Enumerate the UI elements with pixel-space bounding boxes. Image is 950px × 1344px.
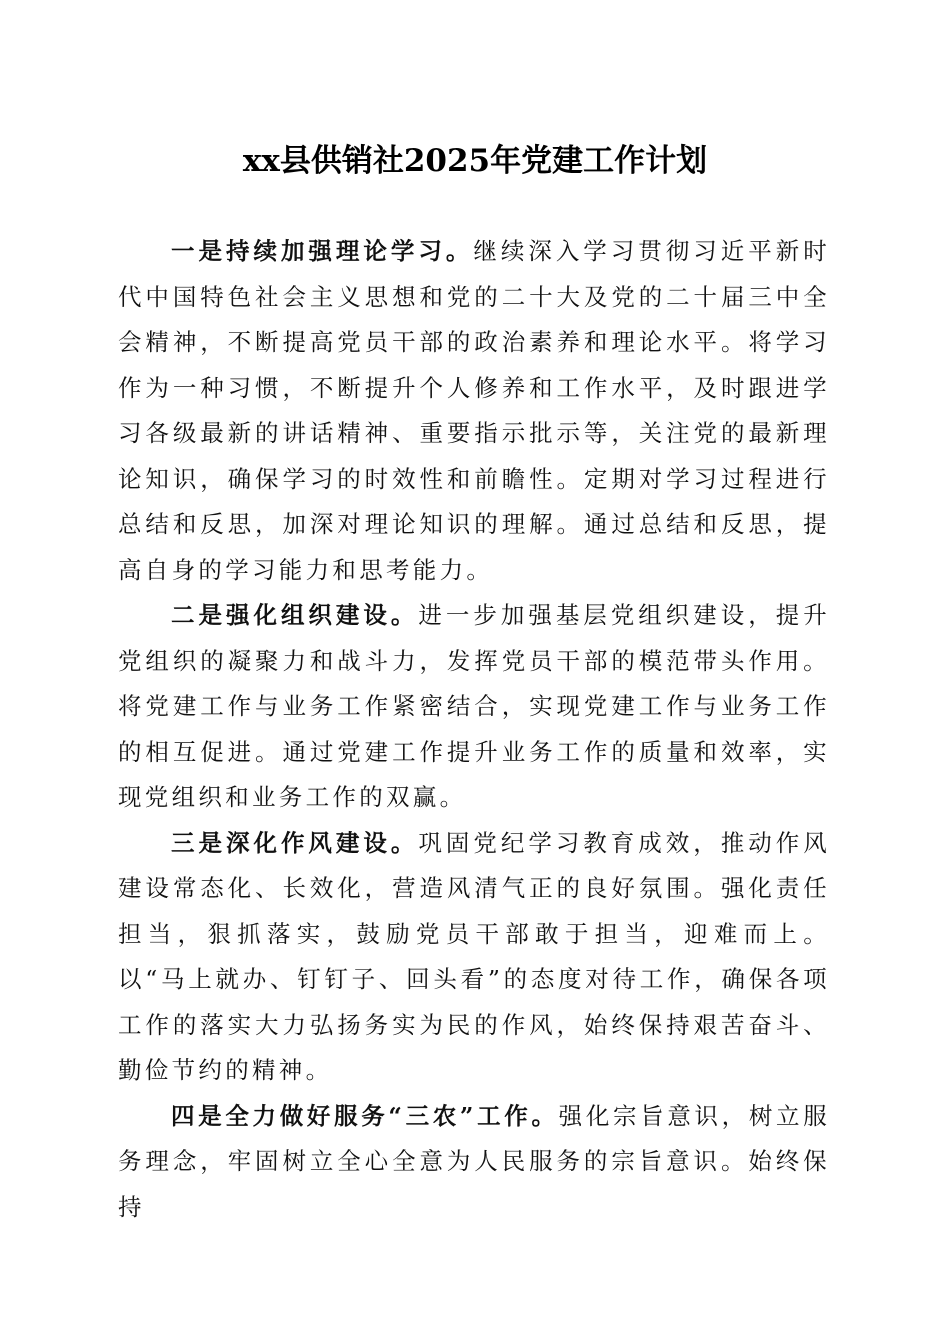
paragraph-text: 强化宗旨意识，树立服务理念，牢固树立全心全意为人民服务的宗旨意识。始终保持	[118, 1101, 830, 1221]
paragraph-lead: 三是深化作风建设。	[171, 828, 419, 857]
paragraph-lead: 四是全力做好服务“三农”工作。	[171, 1101, 559, 1130]
paragraph-lead: 二是强化组织建设。	[171, 601, 419, 629]
paragraph-lead: 一是持续加强理论学习。	[171, 237, 474, 265]
paragraph-work-style	[118, 821, 830, 1094]
document-title: xx县供销社2025年党建工作计划	[242, 143, 708, 179]
paragraph-text: 进一步加强基层党组织建设，提升党组织的凝聚力和战斗力，发挥党员干部的模范带头作用。将党建工作与业务工作紧密结合，实现党建工作与业务工作的相互促进。通过党建工作提升业务工作的质量和效率，实现党组织和业务工作的双赢。	[118, 601, 831, 811]
document-body	[118, 229, 830, 1230]
paragraph-text: 继续深入学习贯彻习近平新时代中国特色社会主义思想和党的二十大及党的二十届三中全会精神，不断提高党员干部的政治素养和理论水平。将学习作为一种习惯，不断提升个人修养和工作水平，及时跟进学习各级最新的讲话精神、重要指示批示等，关注党的最新理论知识，确保学习的时效性和前瞻性。定期对学习过程进行总结和反思，加深对理论知识的理解。通过总结和反思，提高自身的学习能力和思考能力。	[118, 237, 830, 584]
paragraph-text: 巩固党纪学习教育成效，推动作风建设常态化、长效化，营造风清气正的良好氛围。强化责任担当，狠抓落实，鼓励党员干部敢于担当，迎难而上。以“马上就办、钉钉子、回头看”的态度对待工作，确保各项工作的落实大力弘扬务实为民的作风，始终保持艰苦奋斗、勤俭节约的精神。	[118, 828, 831, 1084]
paragraph-organization-building	[118, 593, 830, 821]
paragraph-theory-study	[118, 229, 830, 593]
paragraph-rural-service	[118, 1094, 830, 1231]
